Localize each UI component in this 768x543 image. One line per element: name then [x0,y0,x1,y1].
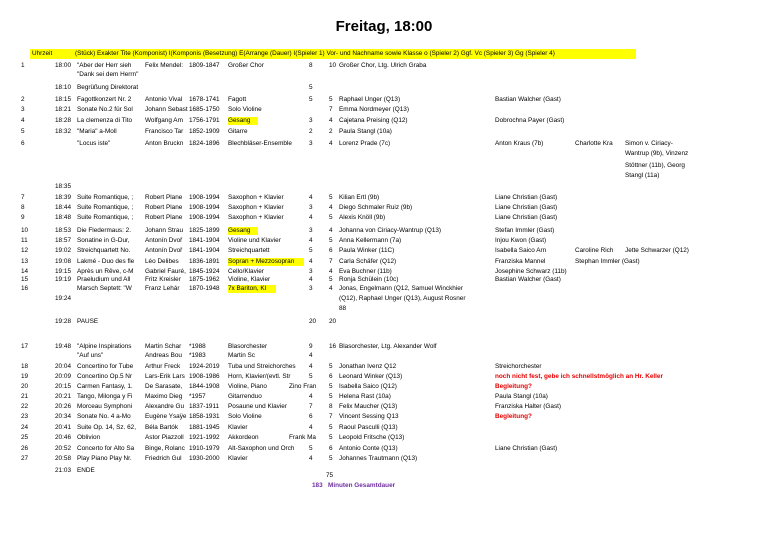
cell-s1: Helena Rast (10a) [339,393,391,400]
cell-time: 18:48 [55,214,71,221]
cell-s2: Bastian Walcher (Gast) [495,96,561,103]
cell-bes: Klavier [228,455,248,462]
cell-time: 19:28 [55,318,71,325]
cell-bes: 7x Bariton, Kl [228,285,276,293]
cell-bes: Saxophon + Klavier [228,194,284,201]
cell-s1: Blasorchester, Ltg. Alexander Wolf [339,343,437,350]
cell-komp: Antonín Dvoř [145,247,183,254]
cell-s2: Bastian Walcher (Gast) [495,276,561,283]
cell-bes: Gitarrenduo [228,393,262,400]
cell-komp: Eugène Ysaÿe [145,413,187,420]
cell-dur: 7 [309,403,313,410]
cell-title: Concertino Op.5 Nr [77,373,133,380]
cell-s2: Franziska Mannel [495,258,546,265]
cell-s1: Eva Buchner (11b) [339,268,392,275]
cell-s1: Paula Winker (11C) [339,247,395,254]
cell-s2: Begleitung? [495,383,532,390]
cell-bes: Violine, Klavier [228,276,271,283]
cell-years: 1825-1899 [189,227,220,234]
cell-dur: 4 [309,214,313,221]
cell-nr: 27 [21,455,29,462]
cell-time: 20:34 [55,413,71,420]
cell-title: Suite Romantique, ; [77,204,134,211]
cell-years: 1908-1994 [189,214,220,221]
cell-time: 19:15 [55,268,71,275]
cell-time: 19:08 [55,258,71,265]
cell-komp: Johann Strau [145,227,184,234]
cell-sdur: 7 [329,413,333,420]
cell-komp: Felix Mendel: [145,62,184,69]
cell-s2: Dobrochna Payer (Gast) [495,117,565,124]
cell-years: 1870-1948 [189,285,220,292]
cell-sdur: 4 [329,285,333,292]
cell-komp: Léo Delibes [145,258,179,265]
cell-years: 1837-1911 [189,403,220,410]
cell-years: 1841-1904 [189,247,220,254]
cell-years: *1957 [189,393,206,400]
cell-time: 18:39 [55,194,71,201]
cell-title: PAUSE [77,318,99,325]
cell-komp: Friedrich Gul [145,455,182,462]
cell-sdur: 16 [329,343,337,350]
cell-s1: (Q12), Raphael Unger (Q13), August Rosner [339,295,466,302]
cell-title: Lakmé - Duo des fle [77,258,135,265]
cell-years: 1685-1750 [189,106,220,113]
cell-bes: Violine und Klavier [228,237,281,244]
cell-sdur: 5 [329,96,333,103]
cell-bes: Klavier [228,424,248,431]
cell-nr: 5 [21,128,25,135]
cell-time: 20:58 [55,455,71,462]
cell-nr: 1 [21,62,25,69]
cell-time: 18:10 [55,84,71,91]
cell-s1: Felix Maucher (Q13) [339,403,398,410]
cell-komp: Andreas Bou [145,352,182,359]
cell-title: Suite Romantique, ; [77,194,134,201]
cell-komp: Franz Lehár [145,285,180,292]
cell-s2: noch nicht fest, gebe ich schnellstmöglich an Hr. Keller [495,373,663,380]
cell-dur: 4 [309,194,313,201]
cell-sdur: 5 [329,393,333,400]
cell-s1: Anna Kellermann (7a) [339,237,402,244]
cell-dur: 2 [309,128,313,135]
cell-dur: 4 [309,276,313,283]
cell-title: Carmen Fantasy, 1. [77,383,133,390]
cell-nr: 18 [21,363,29,370]
cell-sdur: 8 [329,403,333,410]
cell-dur: 5 [309,445,313,452]
cell-dur: 4 [309,363,313,370]
cell-title: "Dank sei dem Herrn" [77,71,139,78]
cell-s2: Liane Christian (Gast) [495,445,558,452]
cell-s1: Johanna von Ciriacy-Wantrup (Q13) [339,227,442,234]
cell-time: 20:26 [55,403,71,410]
cell-dur: 4 [309,424,313,431]
cell-s2: Josephine Schwarz (11b) [495,268,567,275]
cell-s2: Injou Kwon (Gast) [495,237,547,244]
cell-dur: 8 [309,62,313,69]
cell-nr: 17 [21,343,29,350]
cell-time: 18:44 [55,204,71,211]
cell-nr: 12 [21,247,29,254]
cell-s2: Liane Christian (Gast) [495,204,558,211]
cell-nr: 26 [21,445,29,452]
cell-title: Sonatine in G-Dur, [77,237,130,244]
cell-years: 1908-1994 [189,194,220,201]
cell-bes: Solo Violine [228,106,262,113]
cell-dur: 5 [309,247,313,254]
cell-komp: Martin Schar [145,343,182,350]
cell-nr: 8 [21,204,25,211]
cell-dur: 3 [309,227,313,234]
cell-title: ENDE [77,467,95,474]
cell-s4: Simon v. Ciriacy- [625,140,673,147]
cell-s1: Lorenz Prade (7c) [339,140,391,147]
cell-sdur: 4 [329,227,333,234]
cell-sdur: 4 [329,117,333,124]
cell-s2: Streichorchester [495,363,542,370]
cell-s1: Ronja Schülein (10c) [339,276,399,283]
cell-years: 1836-1891 [189,258,220,265]
cell-s2: Liane Christian (Gast) [495,214,558,221]
cell-years: 1824-1896 [189,140,220,147]
cell-title: "Alpine Inspirations [77,343,132,350]
cell-years: 1844-1908 [189,383,220,390]
cell-komp: De Sarasate, [145,383,183,390]
cell-dur: 9 [309,343,313,350]
cell-years: 1930-2000 [189,455,220,462]
cell-sdur: 5 [329,194,333,201]
cell-komp: Johann Sebast [145,106,188,113]
cell-s1: Jonathan Ivenz Q12 [339,363,397,370]
cell-nr: 14 [21,268,29,275]
cell-nr: 16 [21,285,29,292]
cell-sdur: 5 [329,363,333,370]
cell-nr: 9 [21,214,25,221]
cell-time: 20:09 [55,373,71,380]
cell-title: Sonate No. 4 a-Mo [77,413,131,420]
cell-bes: Fagott [228,96,247,103]
cell-s1: Carla Schäfer (Q12) [339,258,397,265]
cell-s4: Jette Schwarzer (Q12) [625,247,689,254]
cell-nr: 10 [21,227,29,234]
cell-komp: Robert Plane [145,194,183,201]
cell-dur: 5 [309,373,313,380]
cell-dur: Frank Ma [289,434,316,441]
cell-years: 1881-1945 [189,424,220,431]
cell-bes: Akkordeon [228,434,259,441]
cell-title: Praeludium und All [77,276,131,283]
cell-sdur: 4 [329,140,333,147]
cell-bes: Tuba und Streichorches [228,363,296,370]
cell-time: 19:24 [55,295,71,302]
cell-sdur: 5 [329,237,333,244]
cell-time: 18:35 [55,183,71,190]
cell-komp: Anton Bruckn [145,140,184,147]
cell-sdur: 5 [329,383,333,390]
cell-title: Morceau Symphoni [77,403,133,410]
cell-time: 20:04 [55,363,71,370]
cell-years: *1988 [189,343,206,350]
cell-komp: Lars-Erik Lars [145,373,185,380]
cell-title: Streichquartett No. [77,247,131,254]
cell-time: 18:57 [55,237,71,244]
cell-bes: Violine, Piano [228,383,267,390]
cell-nr: 7 [21,194,25,201]
cell-title: Marsch Septett: "W [77,285,132,292]
cell-s1: Raoul Pasculli (Q13) [339,424,398,431]
cell-time: 19:48 [55,343,71,350]
cell-s1: Raphael Unger (Q13) [339,96,401,103]
cell-bes: Blasorchester [228,343,268,350]
cell-nr: 15 [21,276,29,283]
cell-s1: Großer Chor, Ltg. Ulrich Graba [339,62,427,69]
cell-nr: 4 [21,117,25,124]
cell-time: 20:41 [55,424,71,431]
cell-bes: Großer Chor [228,62,264,69]
cell-komp: Astor Piazzoll [145,434,184,441]
cell-komp: Wolfgang Am [145,117,183,124]
cell-title: Tango, Milonga y Fi [77,393,133,400]
cell-sdur: 6 [329,373,333,380]
cell-bes: Posaune und Klavier [228,403,287,410]
cell-sdur: 4 [329,268,333,275]
cell-s1: Paula Stangl (10a) [339,128,392,135]
cell-bes: Solo Violine [228,413,262,420]
cell-dur: 3 [309,268,313,275]
cell-sdur: 75 [326,472,334,479]
cell-s1: Leopold Fritsche (Q13) [339,434,405,441]
cell-s1: Emma Nordmeyer (Q13) [339,106,409,113]
cell-title: Concertino for Tube [77,363,134,370]
cell-nr: 3 [21,106,25,113]
cell-years: *1983 [189,352,206,359]
cell-bes: Gesang [228,117,258,125]
cell-years: 1756-1791 [189,117,220,124]
cell-years: 1921-1992 [189,434,220,441]
cell-sdur: 5 [329,424,333,431]
cell-title: Fagottkonzert Nr. 2 [77,96,132,103]
cell-nr: 20 [21,383,29,390]
cell-sdur: 5 [329,276,333,283]
cell-time: 18:00 [55,62,71,69]
cell-dur: 4 [309,237,313,244]
cell-komp: Binge, Rolanc [145,445,185,452]
cell-dur: 4 [309,258,313,265]
cell-years: 1924-2019 [189,363,220,370]
cell-bes: Cello/Klavier [228,268,264,275]
cell-komp: Antonín Dvoř [145,237,183,244]
cell-title: "Aber der Herr sieh [77,62,132,69]
cell-komp: Fritz Kreisler [145,276,181,283]
cell-s2: Stefan Immler (Gast) [495,227,555,234]
cell-komp: Maximo Dieg [145,393,183,400]
cell-komp: Robert Plane [145,204,183,211]
cell-s2: Begleitung? [495,413,532,420]
cell-komp: Gabriel Fauré, [145,268,186,275]
cell-komp: Alexandre Gu [145,403,185,410]
cell-nr: 24 [21,424,29,431]
cell-dur: 3 [309,140,313,147]
cell-title: "Auf uns" [77,352,104,359]
cell-s2: Anton Kraus (7b) [495,140,544,147]
cell-title: Die Fledermaus: 2. [77,227,131,234]
cell-title: "Locus iste" [77,140,111,147]
cell-bes: Streichquartett [228,247,270,254]
cell-s1: Alexis Knöll (9b) [339,214,386,221]
cell-dur: 5 [309,96,313,103]
cell-dur: 5 [309,84,313,91]
cell-title: Oblivion [77,434,101,441]
cell-title: "Maria" a-Moll [77,128,117,135]
cell-s2: Paula Stangl (10a) [495,393,548,400]
cell-title: Suite Op. 14, Sz. 62, [77,424,136,431]
cell-s1: Jonas, Engelmann (Q12, Samuel Winckhier [339,285,463,292]
cell-years: 1809-1847 [189,62,220,69]
header-columns: (Stück) Exakter Tite (Komponist) I(Komponis (Besetzung) E(Arrange (Dauer) I(Spieler 1) Vor- und Nachname sowie Klasse o (Spieler 2) Ggf. Vc (Spieler 3) Gg (Spieler 4) [75,50,555,57]
cell-time: 20:52 [55,445,71,452]
cell-sdur: 7 [329,106,333,113]
cell-s2: Franziska Halter (Gast) [495,403,562,410]
cell-komp: Arthur Freck [145,363,181,370]
cell-time: 18:28 [55,117,71,124]
cell-nr: 23 [21,413,29,420]
cell-sdur: 5 [329,455,333,462]
cell-nr: 19 [21,373,29,380]
cell-dur: 20 [309,318,317,325]
cell-s1: 88 [339,305,347,312]
header-uhrzeit: Uhrzeit [32,50,53,57]
cell-komp: Francisco Tar [145,128,184,135]
cell-komp: Robert Plane [145,214,183,221]
cell-sdur: 2 [329,128,333,135]
cell-nr: 2 [21,96,25,103]
cell-time: 20:15 [55,383,71,390]
cell-s2: Liane Christian (Gast) [495,194,558,201]
cell-time: 21:03 [55,467,71,474]
cell-s1: Kilian Ertl (9b) [339,194,380,201]
cell-bes: Alt-Saxophon und Orch [228,445,295,452]
cell-komp: Béla Bartók [145,424,179,431]
cell-time: 19:19 [55,276,71,283]
cell-dur: 4 [309,352,313,359]
cell-title: Après un Rêve, c-M [77,268,134,275]
cell-years: 1908-1994 [189,204,220,211]
total-minutes: 183 [312,482,323,489]
cell-dur: 4 [309,455,313,462]
cell-title: Suite Romantique, ; [77,214,134,221]
cell-bes: Saxophon + Klavier [228,204,284,211]
page-title: Freitag, 18:00 [335,18,433,35]
cell-bes: Blechbläser-Ensemble [228,140,292,147]
cell-years: 1852-1909 [189,128,220,135]
cell-s1: Johannes Trautmann (Q13) [339,455,418,462]
cell-bes: Saxophon + Klavier [228,214,284,221]
cell-dur: 3 [309,285,313,292]
cell-bes: Sopran + Mezzosopran [228,258,304,266]
cell-nr: 13 [21,258,29,265]
cell-time: 18:15 [55,96,71,103]
cell-sdur: 5 [329,214,333,221]
cell-bes: Horn, Klavier/(evtl. Str [228,373,291,380]
cell-years: 1841-1904 [189,237,220,244]
cell-s1: Leonard Winker (Q13) [339,373,403,380]
cell-sdur: 6 [329,247,333,254]
cell-dur: 3 [309,204,313,211]
cell-years: 1845-1924 [189,268,220,275]
cell-dur: 6 [309,413,313,420]
cell-bes: Martin Sc [228,352,255,359]
cell-s3: Stephan Immler (Gast) [575,258,640,265]
cell-time: 18:32 [55,128,71,135]
cell-years: 1858-1931 [189,413,220,420]
cell-nr: 22 [21,403,29,410]
cell-s3: Caroline Rich [575,247,614,254]
cell-s3: Charlotte Kra [575,140,613,147]
cell-komp: Antonio Vival [145,96,183,103]
cell-bes: Gitarre [228,128,248,135]
cell-dur: 4 [309,393,313,400]
cell-nr: 25 [21,434,29,441]
cell-s4: Stöttner (11b), Georg [625,162,685,169]
cell-dur: Zino Fran [289,383,317,390]
cell-time: 18:21 [55,106,71,113]
cell-sdur: 7 [329,258,333,265]
cell-s4: Wantrup (9b), Vinzenz [625,150,689,157]
cell-sdur: 4 [329,204,333,211]
cell-years: 1910-1979 [189,445,220,452]
cell-s4: Stangl (11a) [625,172,660,179]
cell-title: Begrüßung Direktorat [77,84,139,91]
cell-time: 19:02 [55,247,71,254]
cell-years: 1875-1962 [189,276,220,283]
cell-time: 20:21 [55,393,71,400]
cell-title: La clemenza di Tito [77,117,133,124]
cell-s1: Diego Schmaler Ruiz (9b) [339,204,413,211]
cell-s1: Antonio Conte (Q13) [339,445,398,452]
cell-s2: Isabella Saico Arn [495,247,547,254]
cell-dur: 3 [309,117,313,124]
cell-sdur: 5 [329,434,333,441]
cell-s1: Vincent Sessing Q13 [339,413,399,420]
cell-time: 18:53 [55,227,71,234]
cell-title: Concerto for Alto Sa [77,445,135,452]
cell-nr: 21 [21,393,29,400]
cell-nr: 11 [21,237,28,244]
cell-sdur: 20 [329,318,337,325]
cell-years: 1908-1986 [189,373,220,380]
cell-sdur: 6 [329,445,333,452]
cell-time: 20:46 [55,434,71,441]
cell-years: 1678-1741 [189,96,220,103]
cell-s1: Cajetana Preising (Q12) [339,117,408,124]
cell-title: Play Piano Play Nr. [77,455,132,462]
cell-sdur: 10 [329,62,337,69]
cell-s1: Isabella Saico (Q12) [339,383,397,390]
cell-bes: Gesang [228,227,258,235]
cell-nr: 6 [21,140,25,147]
total-label: Minuten Gesamtdauer [328,482,396,489]
cell-title: Sonate No.2 für Sol [77,106,133,113]
